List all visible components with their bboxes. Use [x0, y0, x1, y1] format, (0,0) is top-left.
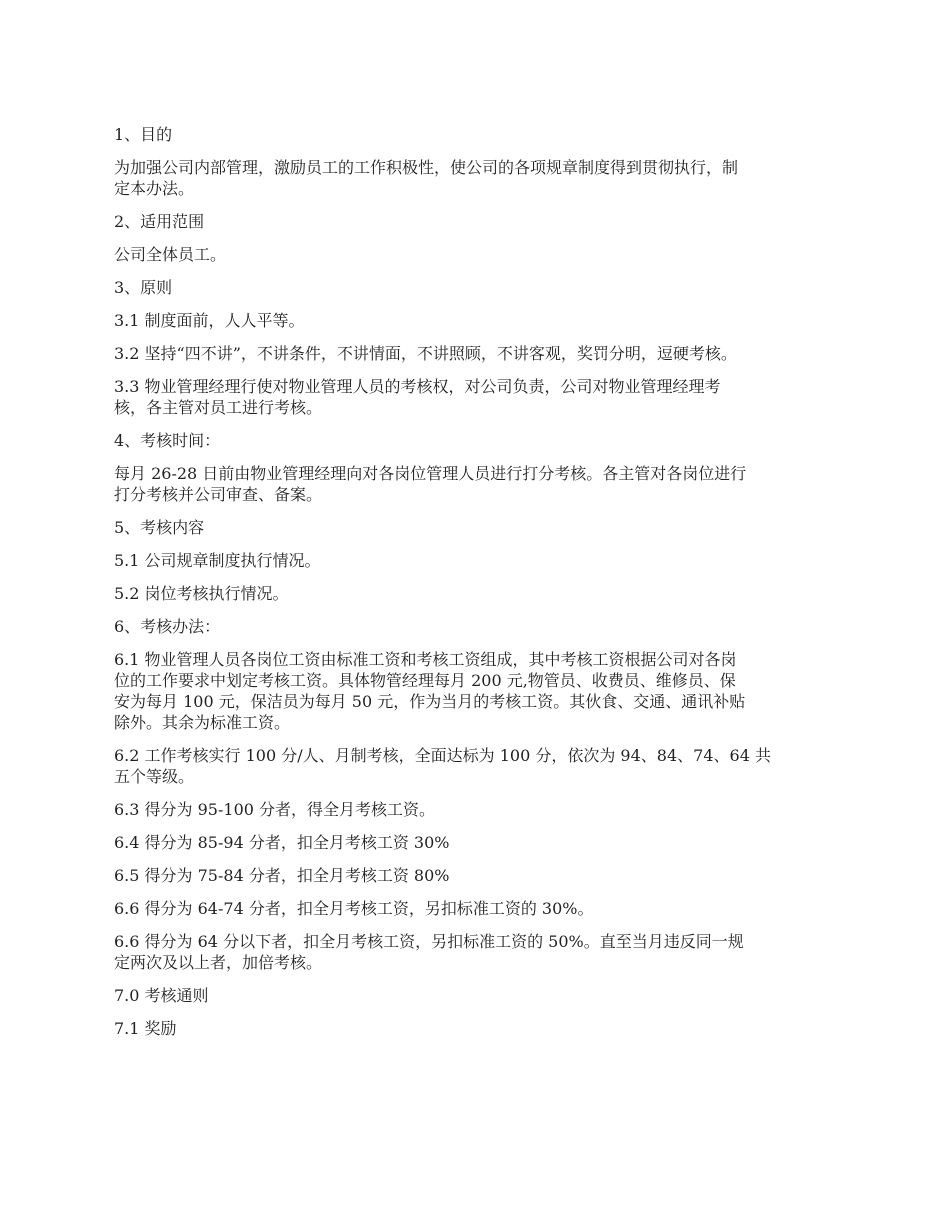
document-body [114, 124, 842, 1051]
paragraph-principle-3-3: 3.3 物业管理经理行使对物业管理人员的考核权，对公司负责，公司对物业管理经理考 核，各主管对员工进行考核。 [114, 377, 721, 417]
heading-principles: 3、原则 [114, 278, 173, 297]
heading-assessment-time: 4、考核时间： [114, 431, 221, 450]
paragraph-method-6-6b: 6.6 得分为 64 分以下者，扣全月考核工资，另扣标准工资的 50%。直至当月违反同一规 定两次及以上者，加倍考核。 [114, 932, 744, 972]
paragraph-method-6-4: 6.4 得分为 85-94 分者，扣全月考核工资 30% [114, 833, 450, 852]
paragraph-method-6-2: 6.2 工作考核实行 100 分/人、月制考核，全面达标为 100 分，依次为 94、84、74、64 共 五个等级。 [114, 746, 771, 786]
heading-rewards: 7.1 奖励 [114, 1019, 177, 1038]
paragraph-method-6-1: 6.1 物业管理人员各岗位工资由标准工资和考核工资组成，其中考核工资根据公司对各岗 位的工作要求中划定考核工资。具体物管经理每月 200 元,物管员、收费员、维修员、保 安为每月 100 元，保洁员为每月 50 元，作为当月的考核工资。其伙食、交通、通讯补贴 除外。其余为标准工资。 [114, 650, 746, 732]
paragraph-scope: 公司全体员工。 [114, 245, 227, 264]
paragraph-method-6-6a: 6.6 得分为 64-74 分者，扣全月考核工资，另扣标准工资的 30%。 [114, 899, 594, 918]
heading-assessment-method: 6、考核办法： [114, 617, 221, 636]
paragraph-principle-3-2: 3.2 坚持“四不讲”，不讲条件，不讲情面，不讲照顾，不讲客观，奖罚分明，逗硬考核。 [114, 344, 737, 363]
paragraph-content-5-1: 5.1 公司规章制度执行情况。 [114, 551, 321, 570]
paragraph-principle-3-1: 3.1 制度面前，人人平等。 [114, 311, 305, 330]
paragraph-method-6-5: 6.5 得分为 75-84 分者，扣全月考核工资 80% [114, 866, 450, 885]
heading-general-rules: 7.0 考核通则 [114, 986, 209, 1005]
paragraph-purpose: 为加强公司内部管理，激励员工的工作积极性，使公司的各项规章制度得到贯彻执行，制 定本办法。 [114, 158, 739, 198]
paragraph-method-6-3: 6.3 得分为 95-100 分者，得全月考核工资。 [114, 800, 436, 819]
heading-assessment-content: 5、考核内容 [114, 518, 205, 537]
paragraph-content-5-2: 5.2 岗位考核执行情况。 [114, 584, 289, 603]
heading-purpose: 1、目的 [114, 125, 173, 144]
heading-scope: 2、适用范围 [114, 212, 205, 231]
paragraph-assessment-time: 每月 26-28 日前由物业管理经理向对各岗位管理人员进行打分考核。各主管对各岗位进行 打分考核并公司审查、备案。 [114, 464, 747, 504]
